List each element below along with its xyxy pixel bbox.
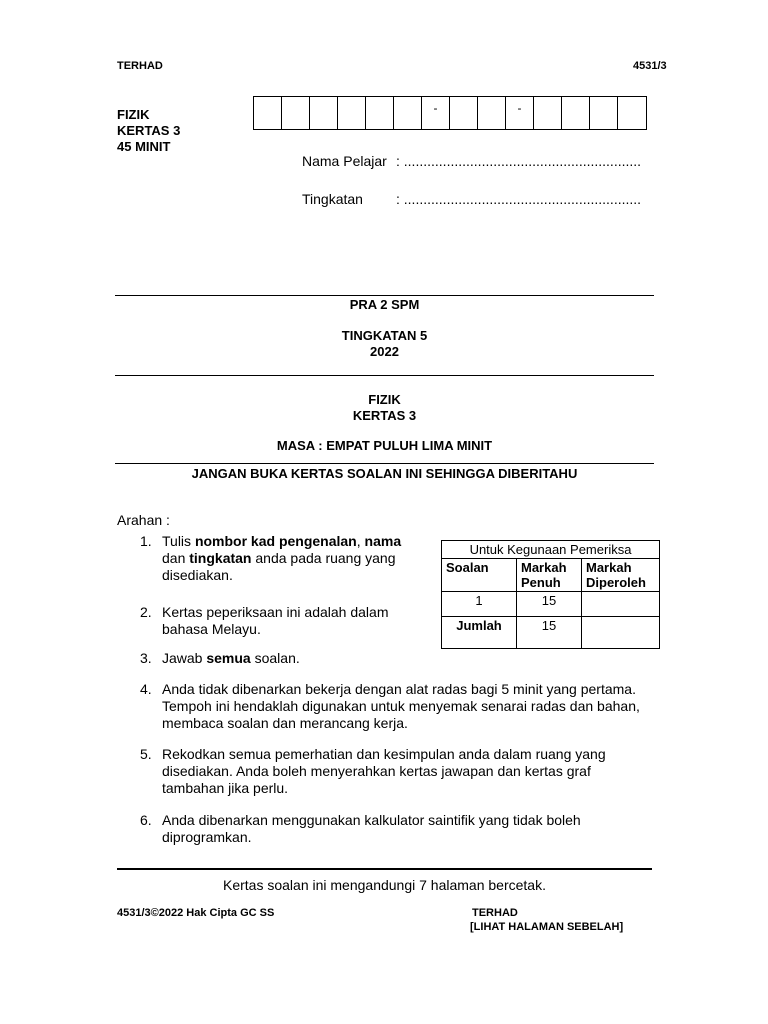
- item-text: Anda dibenarkan menggunakan kalkulator saintifik yang tidak boleh diprogramkan.: [162, 812, 581, 845]
- ic-box[interactable]: [450, 97, 478, 129]
- instructions-heading: Arahan :: [117, 512, 170, 528]
- cell-jumlah-diperoleh[interactable]: [582, 617, 660, 649]
- ic-number-boxes[interactable]: [253, 96, 647, 130]
- subject-block: [117, 107, 180, 155]
- exam-subject: FIZIK: [368, 392, 401, 407]
- ic-box[interactable]: [254, 97, 282, 129]
- footer-divider: [117, 868, 652, 870]
- examiner-table-caption: Untuk Kegunaan Pemeriksa: [442, 541, 660, 559]
- col-header-markah-diperoleh: Markah Diperoleh: [582, 559, 660, 592]
- divider: [115, 463, 654, 464]
- ic-box[interactable]: [534, 97, 562, 129]
- cell-markah-penuh: 15: [517, 592, 582, 617]
- ic-box[interactable]: [366, 97, 394, 129]
- duration-line: 45 MINIT: [117, 139, 171, 154]
- subject-line: FIZIK: [117, 107, 150, 122]
- exam-level: TINGKATAN 5: [341, 328, 428, 343]
- item-text: Rekodkan semua pemerhatian dan kesimpulan anda dalam ruang yang disediakan. Anda boleh menyerahkan kertas jawapan dan kertas graf tambahan jika perlu.: [162, 746, 606, 796]
- item-number: 6.: [140, 812, 152, 828]
- ic-box[interactable]: [618, 97, 646, 129]
- exam-paper: KERTAS 3: [352, 408, 417, 423]
- form-field[interactable]: : .............................................................: [396, 191, 642, 207]
- item-text: Anda tidak dibenarkan bekerja dengan alat radas bagi 5 minit yang pertama. Tempoh ini hendaklah digunakan untuk menyemak senarai radas dan bahan, membaca soalan dan merancang kerja.: [162, 681, 640, 731]
- footer-classification: TERHAD: [472, 907, 518, 919]
- ic-box[interactable]: [590, 97, 618, 129]
- copyright-text: 4531/3©2022 Hak Cipta GC SS: [117, 907, 275, 919]
- student-name-field[interactable]: : .............................................................: [396, 153, 642, 169]
- form-label: Tingkatan: [302, 191, 363, 207]
- item-text: Kertas peperiksaan ini adalah dalam bahasa Melayu.: [162, 604, 389, 637]
- exam-warning: JANGAN BUKA KERTAS SOALAN INI SEHINGGA DIBERITAHU: [191, 466, 578, 481]
- ic-box[interactable]: [562, 97, 590, 129]
- item-number: 5.: [140, 746, 152, 762]
- examiner-table: [441, 540, 660, 649]
- divider: [115, 375, 654, 376]
- exam-time: MASA : EMPAT PULUH LIMA MINIT: [276, 438, 493, 453]
- item-number: 4.: [140, 681, 152, 697]
- cell-jumlah-penuh: 15: [517, 617, 582, 649]
- classification-label: TERHAD: [117, 60, 163, 72]
- ic-box[interactable]: [394, 97, 422, 129]
- col-header-soalan: Soalan: [442, 559, 517, 592]
- col-header-markah-penuh: Markah Penuh: [517, 559, 582, 592]
- exam-title: PRA 2 SPM: [349, 297, 420, 312]
- exam-year: 2022: [370, 344, 399, 359]
- ic-box-separator: -: [422, 97, 450, 129]
- ic-box[interactable]: [338, 97, 366, 129]
- cell-soalan: 1: [442, 592, 517, 617]
- paper-code: 4531/3: [633, 60, 667, 72]
- cell-jumlah-label: Jumlah: [442, 617, 517, 649]
- item-text: Jawab semua soalan.: [162, 650, 300, 666]
- item-number: 1.: [140, 533, 152, 549]
- item-number: 3.: [140, 650, 152, 666]
- cell-markah-diperoleh[interactable]: [582, 592, 660, 617]
- paper-line: KERTAS 3: [117, 123, 181, 138]
- ic-box[interactable]: [478, 97, 506, 129]
- next-page-note: [LIHAT HALAMAN SEBELAH]: [470, 921, 624, 933]
- pages-note: Kertas soalan ini mengandungi 7 halaman bercetak.: [223, 877, 546, 893]
- student-name-label: Nama Pelajar: [302, 153, 387, 169]
- divider: [115, 295, 654, 296]
- ic-box-separator: -: [506, 97, 534, 129]
- table-row: [442, 592, 660, 617]
- ic-box[interactable]: [310, 97, 338, 129]
- item-number: 2.: [140, 604, 152, 620]
- ic-box[interactable]: [282, 97, 310, 129]
- table-row: [442, 617, 660, 649]
- item-text: Tulis nombor kad pengenalan, nama dan tingkatan anda pada ruang yang disediakan.: [162, 533, 402, 583]
